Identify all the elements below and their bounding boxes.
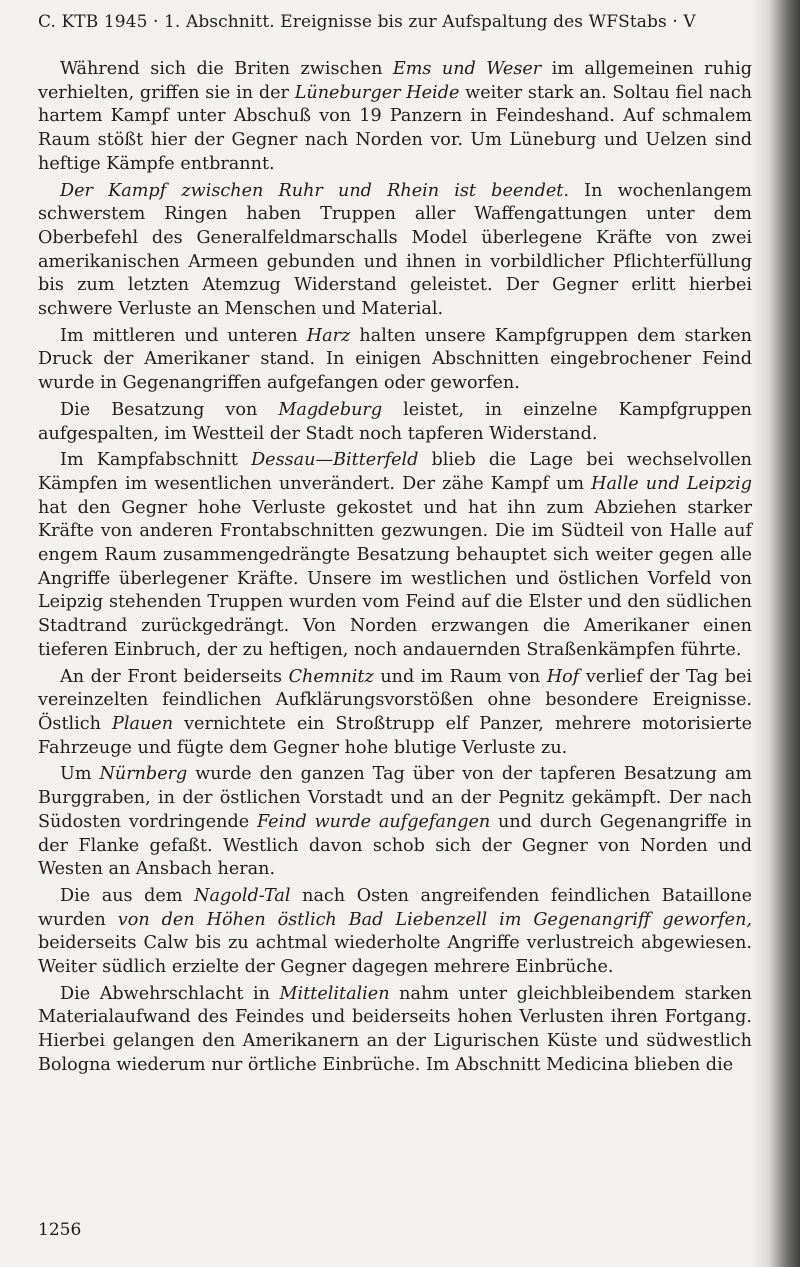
text-run: Die Abwehrschlacht in <box>60 983 280 1004</box>
text-run: nahm unter gleichbleibendem starken Materialaufwand des Feindes und beiderseits hohen Verlusten ihren Fortgang. Hierbei gelangen den Amerikanern an der Ligurischen Küste und südwestlich Bologna wiederum nur örtliche Einbrüche. Im Abschnitt Medicina blieben die <box>38 983 752 1075</box>
text-run: blieb die Lage bei wechselvollen Kämpfen im wesentlichen unverändert. Der zähe Kampf um <box>38 450 752 494</box>
italic-run: Halle und Leipzig <box>591 473 752 494</box>
italic-run: Chemnitz <box>288 666 374 687</box>
italic-run: Harz <box>306 325 351 346</box>
paragraph <box>38 449 752 662</box>
paragraph <box>38 180 752 322</box>
italic-run: Plauen <box>112 713 174 734</box>
italic-run: Magdeburg <box>278 399 383 420</box>
italic-run: Feind wurde aufgefangen <box>256 811 491 832</box>
italic-run: Ems und Weser <box>392 59 542 79</box>
text-run: An der Front beiderseits <box>60 666 289 687</box>
text-run: wurde den ganzen Tag über von der tapferen Besatzung am Burggraben, in der östlichen Vorstadt und an der Pegnitz gekämpft. Der nach Südosten vordringende <box>38 764 752 832</box>
italic-run: Hof <box>546 666 580 687</box>
paragraph <box>38 983 752 1078</box>
text-run: nach Osten angreifenden feindlichen Bataillone wurden <box>38 885 752 930</box>
italic-run: Der Kampf zwischen Ruhr und Rhein ist beendet. <box>60 180 569 201</box>
text-run: Im mittleren und unteren <box>60 325 307 346</box>
text-run: Die Besatzung von <box>60 399 279 420</box>
text-run: vernichtete ein Stroßtrupp elf Panzer, mehrere motorisierte Fahrzeuge und fügte dem Gegner hohe blutige Verluste zu. <box>38 713 752 758</box>
text-run: In wochenlangem schwerstem Ringen haben Truppen aller Waffengattungen unter dem Oberbefehl des Generalfeldmarschalls Model überlegene Kräfte von zwei amerikanischen Armeen gebunden und ihnen in vorbildlicher Pflichterfüllung bis zum letzten Atemzug Widerstand geleistet. Der Gegner erlitt hierbei schwere Verluste an Menschen und Material. <box>38 180 752 320</box>
italic-run: Dessau—Bitterfeld <box>251 450 419 471</box>
text-run: Im Kampfabschnitt <box>60 450 252 471</box>
paragraph <box>38 885 752 980</box>
text-run: Um <box>60 764 100 785</box>
text-run: leistet, in einzelne Kampfgruppen aufgespalten, im Westteil der Stadt noch tapferen Widerstand. <box>38 399 752 444</box>
text-run: und durch Gegenangriffe in der Flanke gefaßt. Westlich davon schob sich der Gegner von Norden und Westen an Ansbach heran. <box>38 811 752 880</box>
text-run: halten unsere Kampfgruppen dem starken Druck der Amerikaner stand. In einigen Abschnitten eingebrochener Feind wurde in Gegenangriffen aufgefangen oder geworfen. <box>38 325 752 394</box>
paragraph <box>38 763 752 882</box>
italic-run: Mittelitalien <box>279 983 390 1004</box>
body-text <box>38 58 752 1078</box>
text-run: weiter stark an. Soltau fiel nach hartem Kampf unter Abschuß von 19 Panzern in Feindeshand. Auf schmalem Raum stößt hier der Gegner nach Norden vor. Um Lüneburg und Uelzen sind heftige Kämpfe entbrannt. <box>38 82 753 174</box>
italic-run: Nagold-Tal <box>194 885 291 906</box>
running-head: C. KTB 1945 · 1. Abschnitt. Ereignisse bis zur Aufspaltung des WFStabs · V <box>38 12 696 32</box>
paragraph <box>38 399 752 446</box>
text-run: beiderseits Calw bis zu achtmal wiederholte Angriffe verlustreich abgewiesen. Weiter südlich erzielte der Gegner dagegen mehrere Einbrüche. <box>38 933 752 978</box>
italic-run: von den Höhen östlich Bad Liebenzell im Gegenangriff geworfen, <box>117 909 752 930</box>
italic-run: Nürnberg <box>99 764 188 785</box>
paragraph <box>38 58 752 177</box>
text-run: und im Raum von <box>373 666 547 687</box>
text-run: Während sich die Briten zwischen <box>60 59 393 79</box>
italic-run: Lüneburger Heide <box>294 82 460 103</box>
paragraph <box>38 666 752 761</box>
text-run: im allgemeinen ruhig verhielten, griffen sie in der <box>38 59 753 103</box>
text-run: hat den Gegner hohe Verluste gekostet und hat ihn zum Abziehen starker Kräfte von anderen Frontabschnitten gezwungen. Die im Südteil von Halle auf engem Raum zusammengedrängte Besatzung behauptet sich weiter gegen alle Angriffe überlegener Kräfte. Unsere im westlichen und östlichen Vorfeld von Leipzig stehenden Truppen wurden vom Feind auf die Elster und den südlichen Stadtrand zurückgedrängt. Von Norden erzwangen die Amerikaner einen tieferen Einbruch, der zu heftigen, noch andauernden Straßenkämpfen führte. <box>38 497 752 660</box>
page-number: 1256 <box>38 1220 82 1240</box>
paragraph <box>38 325 752 396</box>
text-run: verlief der Tag bei vereinzelten feindlichen Aufklärungsvorstößen ohne besondere Ereignisse. Östlich <box>38 666 753 734</box>
binding-shadow <box>752 0 800 1267</box>
text-run: Die aus dem <box>60 885 195 906</box>
